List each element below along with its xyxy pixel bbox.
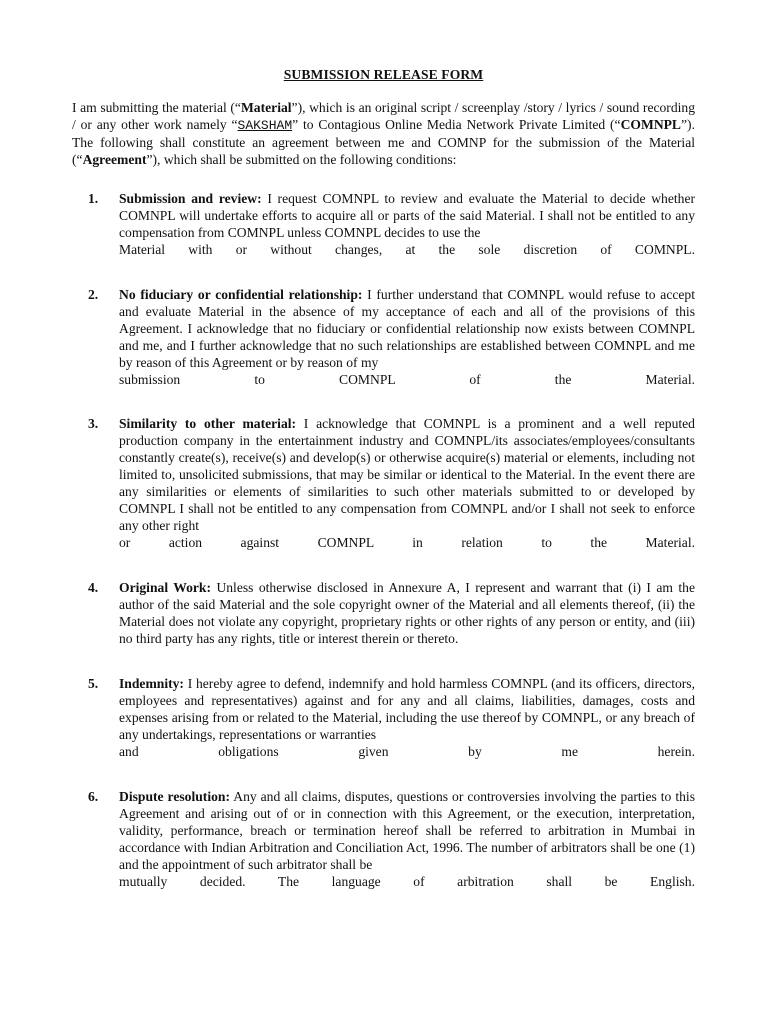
clause-last-line: mutually decided. The language of arbitration shall be English. <box>119 874 695 889</box>
clause-heading: Original Work: <box>119 580 212 595</box>
clause-last-line: or action against COMNPL in relation to the Material. <box>119 535 695 550</box>
clause-similarity <box>72 415 695 551</box>
clause-body: I further understand that COMNPL would refuse to accept and evaluate Material in the absence of my acceptance of each and all of the provisions of this Agreement. I acknowledge that no fiduciary or confidential relationship now exists between COMNPL and me, and I further acknowledge that no such relationships are established between COMNPL and me by reason of this Agreement or by reason of my <box>119 287 696 370</box>
clause-list <box>72 190 695 890</box>
clause-number: 4. <box>88 580 99 595</box>
material-term: Material <box>240 100 292 115</box>
clause-indemnity <box>72 675 695 760</box>
clause-heading: Submission and review: <box>119 191 262 206</box>
clause-number: 6. <box>88 789 99 804</box>
work-name: SAKSHAM <box>237 118 293 133</box>
clause-last-line: and obligations given by me herein. <box>119 744 695 759</box>
document-title: SUBMISSION RELEASE FORM <box>283 67 484 82</box>
clause-last-line: submission to COMNPL of the Material. <box>119 372 695 387</box>
clause-no-fiduciary <box>72 286 695 388</box>
clause-body: Unless otherwise disclosed in Annexure A, I represent and warrant that (i) I am the author of the said Material and the sole copyright owner of the Material and all elements thereof, (ii) the Material does not violate any copyright, proprietary rights or other rights of any person or entity, and (iii) no third party has any rights, title or interest therein or thereto. <box>119 580 695 646</box>
intro-paragraph <box>72 99 695 168</box>
intro-text-1: I am submitting the material (“ <box>72 100 241 115</box>
intro-text-4: ”). The following shall constitute an agreement between me and COMNP for the submission of the Material (“ <box>72 117 695 167</box>
clause-body: I request COMNPL to review and evaluate the Material to decide whether COMNPL will undertake efforts to acquire all or parts of the said Material. I shall not be entitled to any compensation from COMNPL unless COMNPL decides to use the <box>119 191 696 240</box>
clause-body: Any and all claims, disputes, questions or controversies involving the parties to this Agreement and arising out of or in connection with this Agreement, or the execution, interpretation, validity, performance, breach or termination hereof shall be referred to arbitration in Mumbai in accordance with Indian Arbitration and Conciliation Act, 1996. The number of arbitrators shall be one (1) and the appointment of such arbitrator shall be <box>119 789 695 872</box>
clause-dispute-resolution <box>72 788 695 890</box>
clause-heading: Dispute resolution: <box>119 789 230 804</box>
clause-number: 1. <box>88 191 99 206</box>
clause-body: I hereby agree to defend, indemnify and hold harmless COMNPL (and its officers, directors, employees and representatives) against and for any and all claims, liabilities, damages, costs and expenses arising from or related to the Material, including the use thereof by COMNPL, or any breach of any undertakings, representations or warranties <box>119 676 695 742</box>
clause-body: I acknowledge that COMNPL is a prominent and a well reputed production company in the entertainment industry and COMNPL/its associates/employees/consultants constantly create(s), receive(s) and develop(s) or otherwise acquire(s) material or elements, including not limited to, unsolicited submissions, that may be similar or identical to the Material. In the event there are any similarities or elements of similarities to such other materials submitted to or developed by COMNPL I shall not be entitled to any compensation from COMNPL and/or I shall not seek to enforce any other right <box>119 416 695 533</box>
clause-number: 2. <box>88 287 99 302</box>
clause-number: 3. <box>88 416 99 431</box>
intro-text-3: ” to Contagious Online Media Network Private Limited (“ <box>292 117 621 132</box>
clause-number: 5. <box>88 676 99 691</box>
clause-original-work <box>72 579 695 647</box>
intro-text-2: ”), which is an original script / screenplay /story / lyrics / sound recording / or any other work namely “ <box>72 100 696 132</box>
clause-submission-review <box>72 190 695 258</box>
clause-heading: Indemnity: <box>119 676 184 691</box>
company-term: COMNPL <box>620 117 682 132</box>
clause-heading: Similarity to other material: <box>119 416 297 431</box>
clause-last-line: Material with or without changes, at the sole discretion of COMNPL. <box>119 242 695 257</box>
clause-heading: No fiduciary or confidential relationship: <box>119 287 363 302</box>
agreement-term: Agreement <box>82 152 147 167</box>
intro-text-5: ”), which shall be submitted on the following conditions: <box>146 152 457 167</box>
